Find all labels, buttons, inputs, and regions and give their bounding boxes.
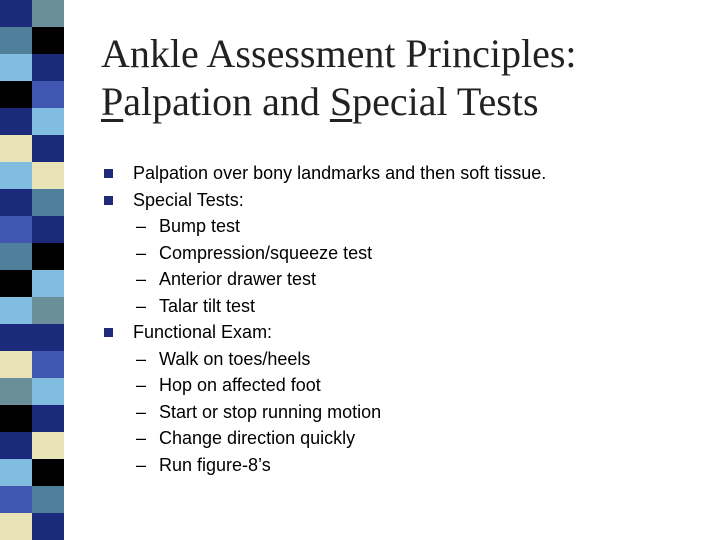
stripe-cell <box>0 108 32 135</box>
title-line-1: Ankle Assessment Principles: <box>101 31 577 76</box>
sub-bullet-text: Compression/squeeze test <box>159 242 373 263</box>
stripe-block <box>0 54 64 81</box>
stripe-cell <box>32 513 64 540</box>
stripe-block <box>0 27 64 54</box>
stripe-block <box>0 405 64 432</box>
dash-bullet-icon: – <box>136 242 147 263</box>
sub-bullet-text: Walk on toes/heels <box>159 348 311 369</box>
stripe-cell <box>32 108 64 135</box>
stripe-block <box>0 189 64 216</box>
stripe-cell <box>32 351 64 378</box>
sub-bullet-item <box>100 425 700 452</box>
stripe-cell <box>32 378 64 405</box>
bullet-item <box>100 187 700 214</box>
stripe-block <box>0 351 64 378</box>
stripe-cell <box>32 54 64 81</box>
bullet-text: Palpation over bony landmarks and then soft tissue. <box>133 163 547 183</box>
slide-title <box>101 30 701 126</box>
stripe-cell <box>0 81 32 108</box>
stripe-cell <box>0 27 32 54</box>
stripe-block <box>0 162 64 189</box>
sub-bullet-item <box>100 346 700 373</box>
stripe-cell <box>0 513 32 540</box>
stripe-block <box>0 432 64 459</box>
bullet-text: Special Tests: <box>133 189 244 210</box>
sub-bullet-item <box>100 240 700 267</box>
stripe-cell <box>0 216 32 243</box>
stripe-cell <box>32 27 64 54</box>
square-bullet-icon <box>104 196 113 205</box>
stripe-cell <box>32 432 64 459</box>
stripe-cell <box>32 324 64 351</box>
stripe-block <box>0 297 64 324</box>
stripe-cell <box>32 162 64 189</box>
dash-bullet-icon: – <box>136 428 147 448</box>
stripe-cell <box>32 459 64 486</box>
bullet-text: Functional Exam: <box>133 322 273 342</box>
stripe-cell <box>0 243 32 270</box>
dash-bullet-icon: – <box>136 454 147 475</box>
bullet-item <box>100 319 700 346</box>
stripe-cell <box>32 0 64 27</box>
dash-bullet-icon: – <box>136 269 147 289</box>
stripe-block <box>0 459 64 486</box>
title-text-pecial: pecial Tests <box>352 79 539 124</box>
bullet-item <box>100 160 700 187</box>
stripe-cell <box>0 270 32 297</box>
title-initial-s: S <box>329 79 353 124</box>
sub-bullet-item <box>100 266 700 293</box>
sub-bullet-text: Bump test <box>159 216 241 236</box>
stripe-cell <box>0 0 32 27</box>
stripe-cell <box>32 135 64 162</box>
dash-bullet-icon: – <box>136 401 147 422</box>
sub-bullet-item <box>100 452 700 479</box>
stripe-block <box>0 378 64 405</box>
square-bullet-icon <box>104 169 113 178</box>
sub-bullet-text: Hop on affected foot <box>159 375 321 395</box>
stripe-block <box>0 513 64 540</box>
stripe-block <box>0 216 64 243</box>
dash-bullet-icon: – <box>136 295 147 316</box>
stripe-cell <box>32 297 64 324</box>
stripe-cell <box>32 81 64 108</box>
square-bullet-icon <box>104 328 113 337</box>
stripe-cell <box>0 405 32 432</box>
stripe-cell <box>0 486 32 513</box>
stripe-cell <box>32 270 64 297</box>
stripe-cell <box>0 297 32 324</box>
stripe-cell <box>0 432 32 459</box>
stripe-block <box>0 108 64 135</box>
title-text-alpation: alpation and <box>123 79 330 124</box>
dash-bullet-icon: – <box>136 375 147 395</box>
stripe-cell <box>0 351 32 378</box>
sub-bullet-text: Talar tilt test <box>159 295 256 316</box>
stripe-block <box>0 0 64 27</box>
stripe-cell <box>32 243 64 270</box>
stripe-block <box>0 324 64 351</box>
stripe-cell <box>32 216 64 243</box>
sub-bullet-item <box>100 213 700 240</box>
stripe-cell <box>0 459 32 486</box>
stripe-cell <box>32 486 64 513</box>
sub-bullet-text: Run figure-8’s <box>159 454 271 475</box>
title-line-2 <box>101 78 701 126</box>
stripe-cell <box>0 378 32 405</box>
stripe-block <box>0 81 64 108</box>
stripe-cell <box>0 135 32 162</box>
title-initial-p: P <box>101 79 124 124</box>
sub-bullet-item <box>100 372 700 399</box>
bullet-list <box>100 160 700 478</box>
stripe-block <box>0 270 64 297</box>
stripe-block <box>0 135 64 162</box>
stripe-block <box>0 243 64 270</box>
stripe-cell <box>0 189 32 216</box>
sub-bullet-text: Start or stop running motion <box>159 401 382 422</box>
sub-bullet-text: Change direction quickly <box>159 428 356 448</box>
stripe-cell <box>0 324 32 351</box>
dash-bullet-icon: – <box>136 216 147 236</box>
sub-bullet-item <box>100 399 700 426</box>
stripe-cell <box>0 162 32 189</box>
sub-bullet-item <box>100 293 700 320</box>
stripe-block <box>0 486 64 513</box>
decorative-stripe <box>0 0 64 540</box>
stripe-cell <box>0 54 32 81</box>
stripe-cell <box>32 189 64 216</box>
dash-bullet-icon: – <box>136 348 147 369</box>
stripe-cell <box>32 405 64 432</box>
sub-bullet-text: Anterior drawer test <box>159 269 317 289</box>
